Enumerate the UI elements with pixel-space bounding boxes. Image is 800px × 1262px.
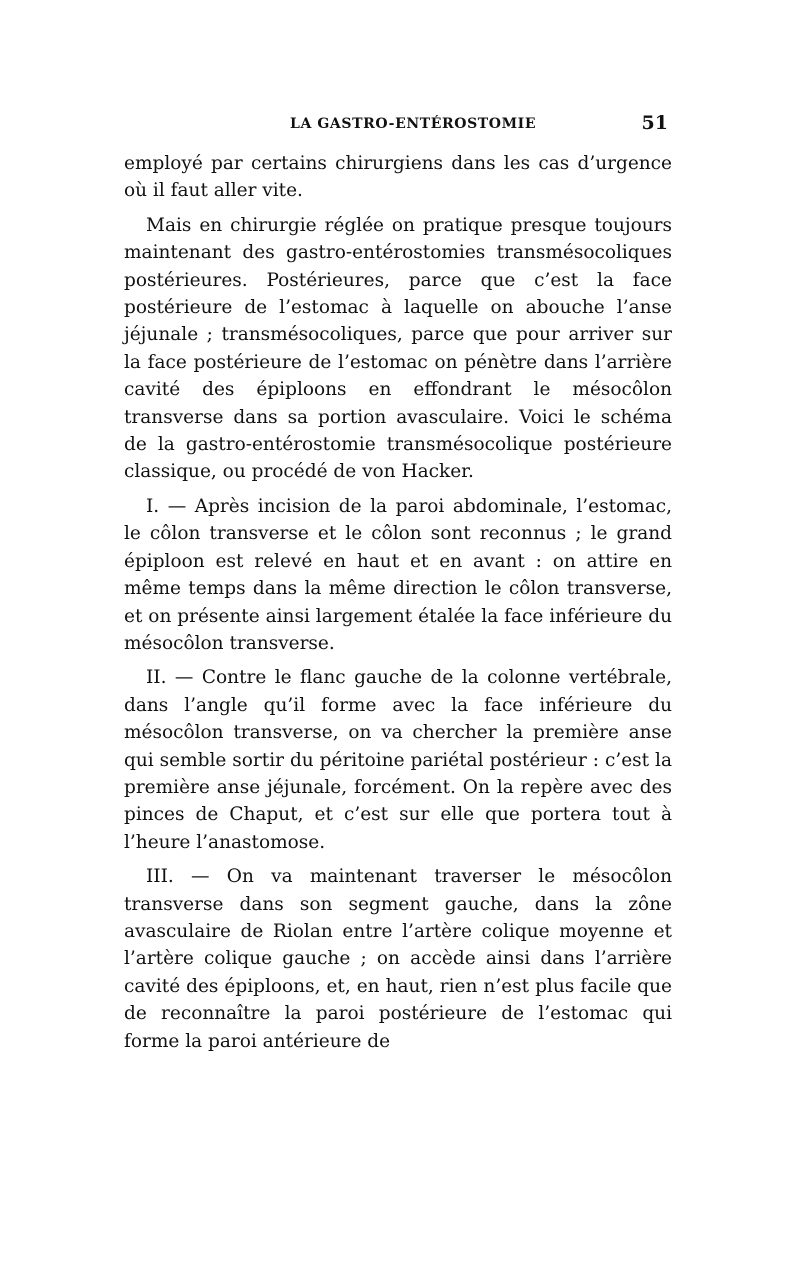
paragraph-step-2: II. — Contre le flanc gauche de la colonne vertébrale, dans l’angle qu’il forme avec la face inférieure du mésocôlon transverse, on va chercher la première anse qui semble sortir du péritoine pariétal postérieur : c’est la première anse jéjunale, forcément. On la repère avec des pinces de Chaput, et c’est sur elle que portera tout à l’heure l’anastomose. — [124, 667, 672, 853]
page-number: 51 — [641, 112, 668, 134]
running-title: LA GASTRO-ENTÉROSTOMIE — [290, 116, 537, 132]
paragraph-step-3: III. — On va maintenant traverser le mésocôlon transverse dans son segment gauche, dans la zône avasculaire de Riolan entre l’artère colique moyenne et l’artère colique gauche ; on accède ainsi dans l’arrière cavité des épiploons, et, en haut, rien n’est plus facile que de reconnaître la paroi postérieure de l’estomac qui forme la paroi antérieure de — [124, 866, 672, 1052]
paragraph-step-1: I. — Après incision de la paroi abdominale, l’estomac, le côlon transverse et le côlon sont reconnus ; le grand épiploon est relevé en haut et en avant : on attire en même temps dans la même direction le côlon transverse, et on présente ainsi largement étalée la face inférieure du mésocôlon transverse. — [124, 495, 672, 654]
running-head — [124, 108, 672, 138]
paragraph-continued: employé par certains chirurgiens dans les cas d’urgence où il faut aller vite. — [124, 153, 672, 202]
body-text — [124, 150, 672, 1055]
paragraph-intro: Mais en chirurgie réglée on pratique presque toujours maintenant des gastro-entérostomies transmésocoliques postérieures. Postérieures, parce que c’est la face postérieure de l’estomac à laquelle on abouche l’anse jéjunale ; transmésocoliques, parce que pour arriver sur la face postérieure de l’estomac on pénètre dans l’arrière cavité des épiploons en effondrant le mésocôlon transverse dans sa portion avasculaire. Voici le schéma de la gastro-entérostomie transmésocolique postérieure classique, ou procédé de von Hacker. — [124, 214, 672, 483]
